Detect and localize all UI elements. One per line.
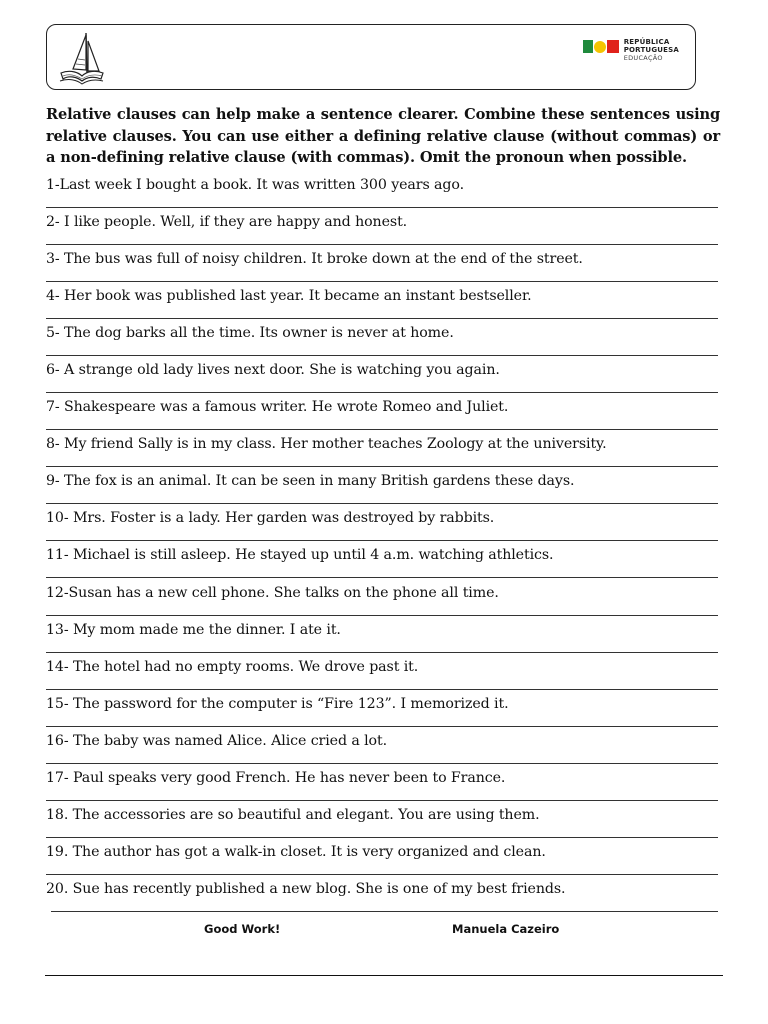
exercise-item-7 [46,397,718,434]
portugal-flag-icon [583,40,619,53]
exercise-prompt: 8- My friend Sally is in my class. Her mother teaches Zoology at the university. [46,436,607,453]
header-box [46,24,696,90]
exercise-prompt: 18. The accessories are so beautiful and elegant. You are using them. [46,806,540,823]
exercise-prompt: 11- Michael is still asleep. He stayed up until 4 a.m. watching athletics. [46,547,554,564]
exercise-prompt: 14- The hotel had no empty rooms. We drove past it. [46,658,419,675]
answer-line[interactable] [46,763,718,764]
answer-line[interactable] [46,429,718,430]
exercise-prompt: 13- My mom made me the dinner. I ate it. [46,621,341,638]
exercise-prompt: 10- Mrs. Foster is a lady. Her garden was destroyed by rabbits. [46,510,495,527]
bottom-divider [45,975,723,976]
exercise-item-10 [46,508,718,545]
exercise-item-19 [46,842,718,879]
answer-line[interactable] [46,726,718,727]
exercise-item-8 [46,434,718,471]
school-book-sail-logo-icon [57,29,105,87]
answer-line[interactable] [46,652,718,653]
answer-line[interactable] [46,281,718,282]
gov-logo-line2: PORTUGUESA [623,46,679,54]
exercise-prompt: 3- The bus was full of noisy children. It broke down at the end of the street. [46,251,583,268]
exercise-item-18 [46,805,718,842]
answer-line[interactable] [46,577,718,578]
footer-good-work: Good Work! [204,922,281,936]
exercise-item-4 [46,286,718,323]
exercise-prompt: 6- A strange old lady lives next door. She is watching you again. [46,362,500,379]
answer-line[interactable] [46,466,718,467]
answer-line[interactable] [46,244,718,245]
exercise-item-3 [46,249,718,286]
exercise-item-13 [46,620,718,657]
exercise-prompt: 17- Paul speaks very good French. He has never been to France. [46,769,506,786]
footer-author-name: Manuela Cazeiro [452,922,560,936]
exercise-prompt: 5- The dog barks all the time. Its owner is never at home. [46,325,454,342]
exercise-prompt: 16- The baby was named Alice. Alice cried a lot. [46,732,388,749]
answer-line[interactable] [46,355,718,356]
instructions-paragraph: Relative clauses can help make a sentence clearer. Combine these sentences using relative clauses. You can use either a defining relative clause (without commas) or a non-defining relative clause (with commas). Omit the pronoun when possible. [46,106,720,166]
answer-line[interactable] [46,207,718,208]
exercise-item-9 [46,471,718,508]
exercise-prompt: 19. The author has got a walk-in closet. It is very organized and clean. [46,843,546,860]
answer-line[interactable] [46,392,718,393]
answer-line[interactable] [46,689,718,690]
exercise-item-16 [46,731,718,768]
exercise-item-2 [46,212,718,249]
exercise-prompt: 9- The fox is an animal. It can be seen in many British gardens these days. [46,473,575,490]
exercise-prompt: 15- The password for the computer is “Fire 123”. I memorized it. [46,695,509,712]
answer-line[interactable] [46,615,718,616]
exercise-item-5 [46,323,718,360]
exercise-prompt: 7- Shakespeare was a famous writer. He wrote Romeo and Juliet. [46,399,509,416]
exercise-list [46,175,718,916]
answer-line[interactable] [46,540,718,541]
answer-line[interactable] [46,503,718,504]
exercise-prompt: 1-Last week I bought a book. It was written 300 years ago. [46,177,464,193]
exercise-prompt: 4- Her book was published last year. It became an instant bestseller. [46,288,532,305]
exercise-item-14 [46,657,718,694]
gov-logo-line3: EDUCAÇÃO [623,54,663,62]
exercise-item-17 [46,768,718,805]
republica-portuguesa-educacao-logo [583,38,679,62]
exercise-item-12 [46,583,718,620]
answer-line[interactable] [46,800,718,801]
exercise-item-1 [46,175,718,212]
answer-line[interactable] [51,911,718,912]
exercise-prompt: 20. Sue has recently published a new blog. She is one of my best friends. [46,880,566,897]
exercise-item-6 [46,360,718,397]
exercise-item-20 [46,879,718,916]
exercise-prompt: 2- I like people. Well, if they are happy and honest. [46,214,408,231]
gov-logo-line1: REPÚBLICA [623,38,670,46]
answer-line[interactable] [46,874,718,875]
exercise-prompt: 12-Susan has a new cell phone. She talks on the phone all time. [46,584,499,601]
exercise-item-15 [46,694,718,731]
exercise-item-11 [46,545,718,582]
answer-line[interactable] [46,837,718,838]
answer-line[interactable] [46,318,718,319]
